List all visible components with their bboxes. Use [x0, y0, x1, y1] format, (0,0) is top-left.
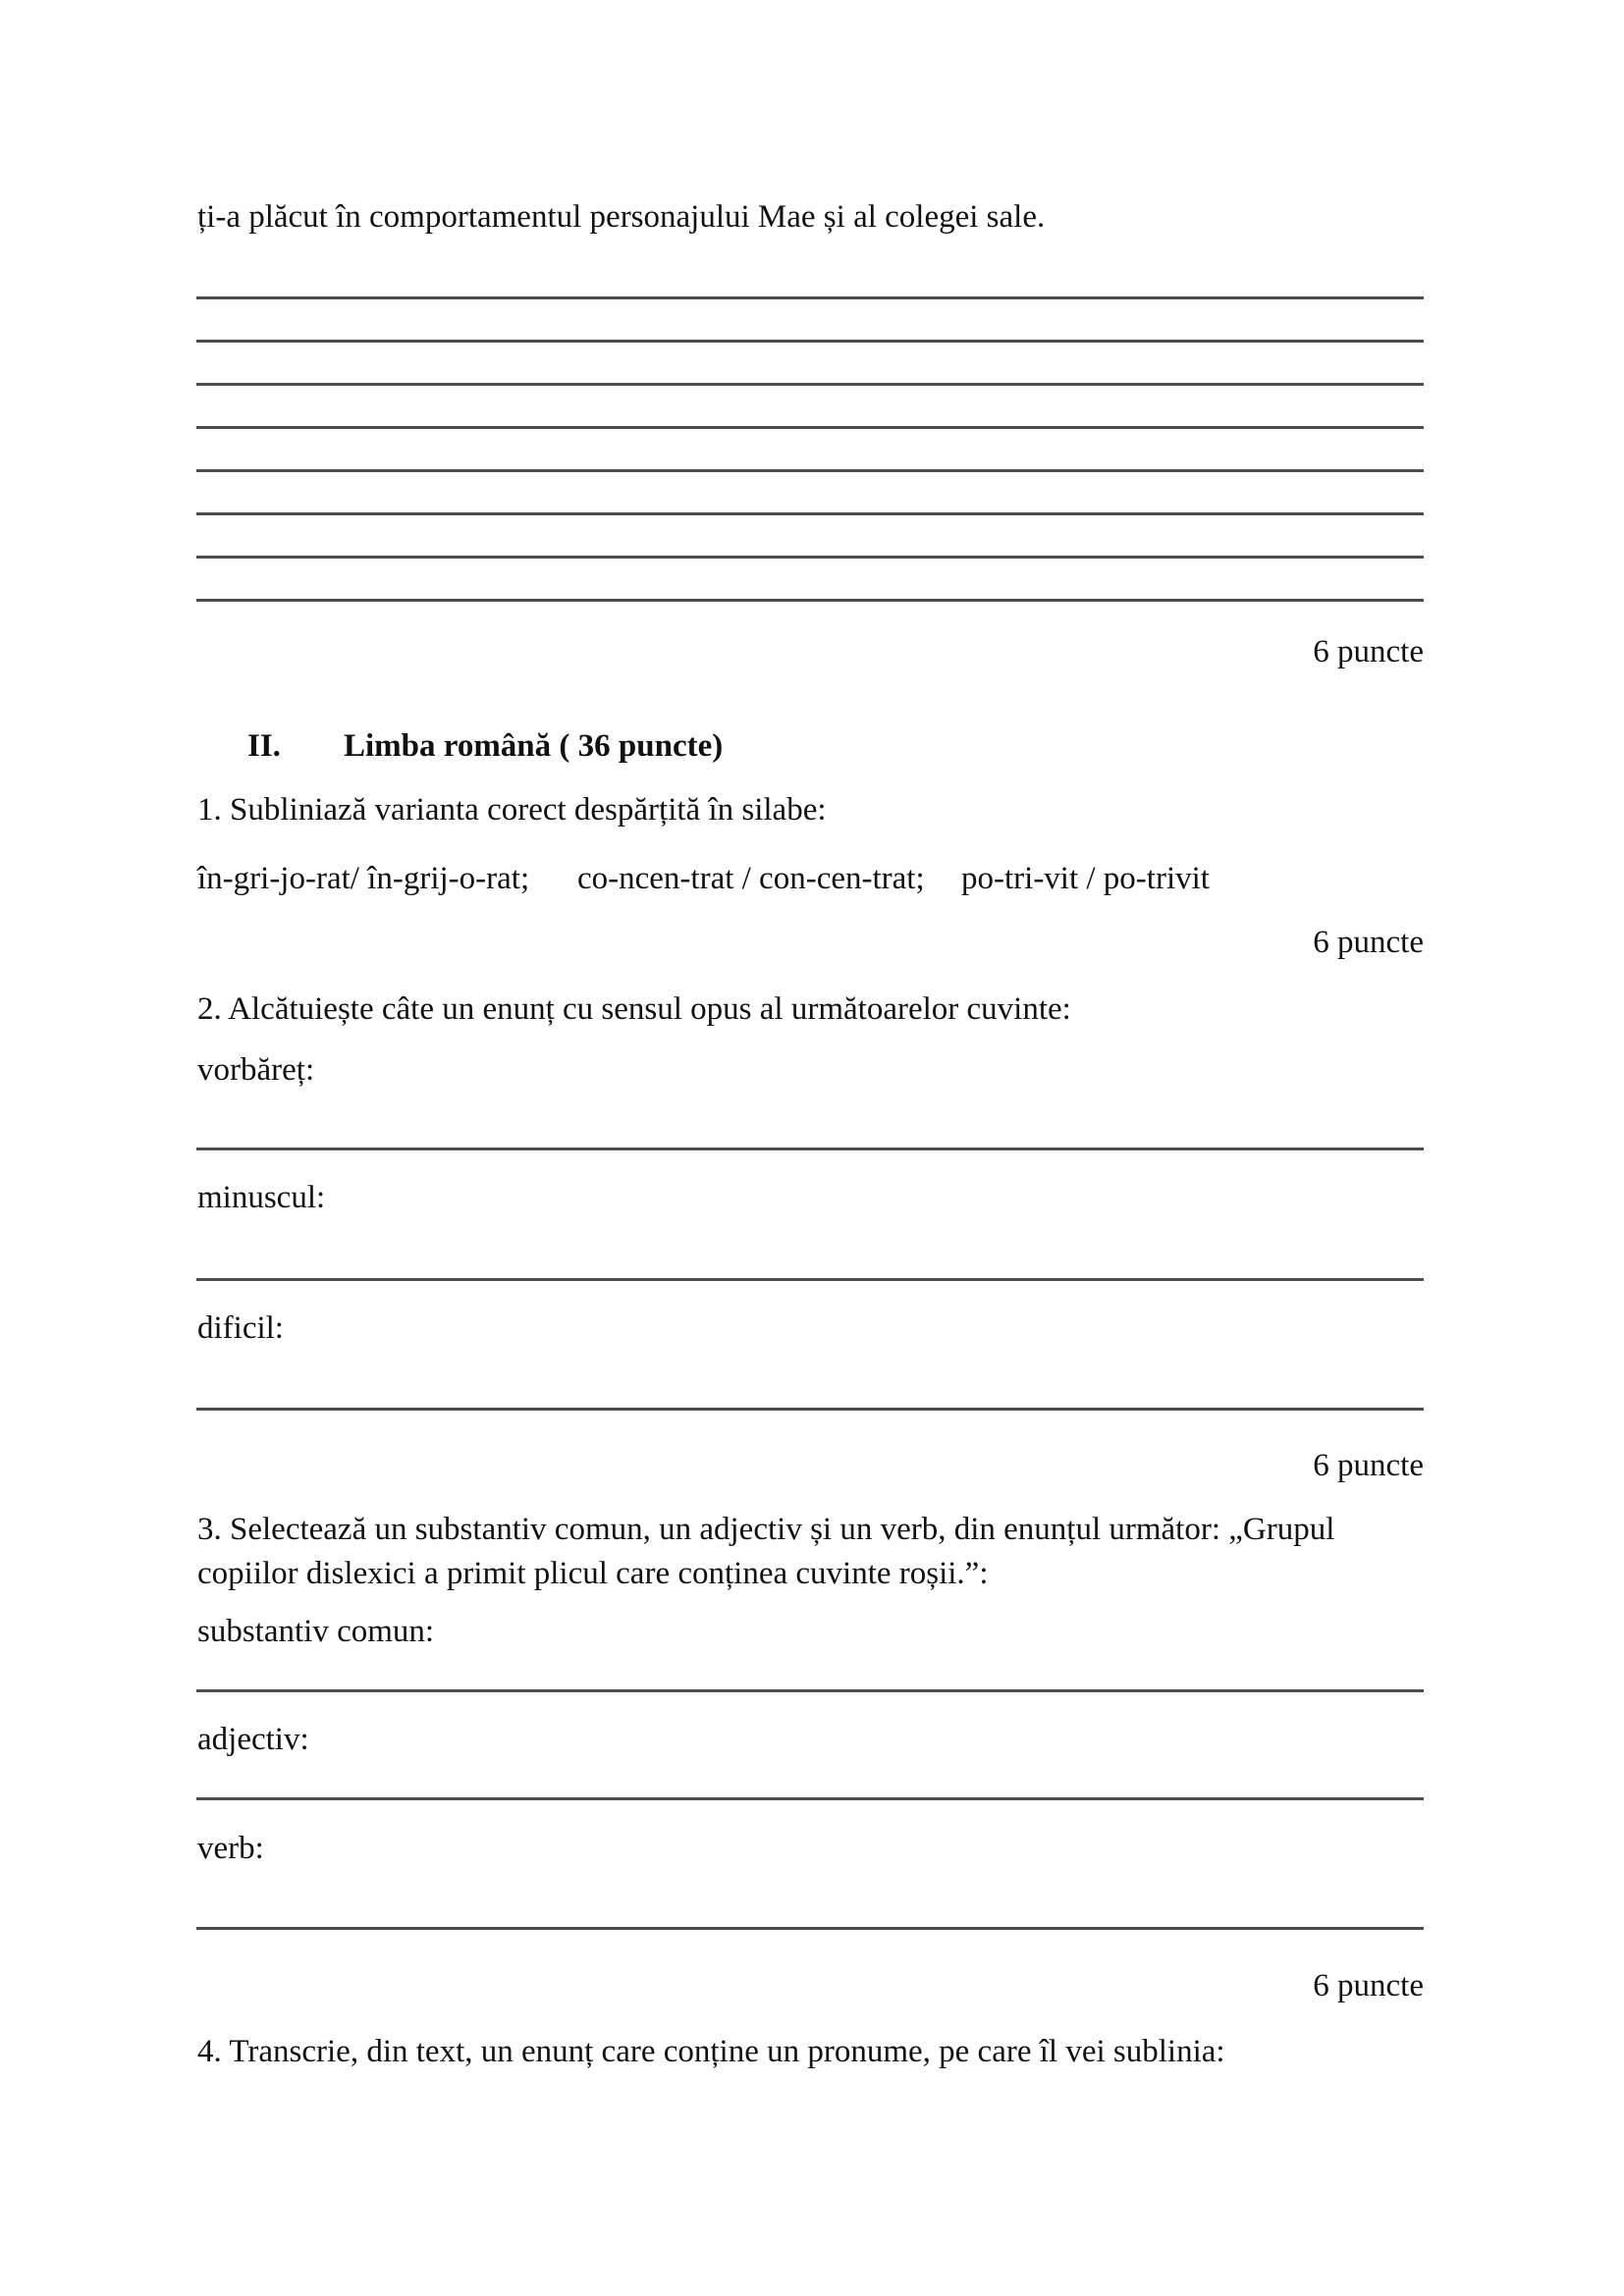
answer-line[interactable] [196, 1148, 1424, 1150]
question-3-prompt-line-2: copiilor dislexici a primit plicul care conținea cuvinte roșii.”: [197, 1556, 989, 1591]
points-label: 6 puncte [1313, 1448, 1424, 1483]
answer-line[interactable] [196, 512, 1424, 515]
question-4-prompt: 4. Transcrie, din text, un enunț care conține un pronume, pe care îl vei sublinia: [197, 2034, 1225, 2069]
question-2-item-label: vorbăreț: [197, 1052, 315, 1088]
question-3-prompt-line-1: 3. Selectează un substantiv comun, un adjectiv și un verb, din enunțul următor: „Grupul [197, 1512, 1335, 1547]
answer-line[interactable] [196, 296, 1424, 299]
section-title: Limba română ( 36 puncte) [344, 728, 724, 764]
answer-line[interactable] [196, 1927, 1424, 1930]
points-label: 6 puncte [1313, 925, 1424, 960]
question-2-item-label: minuscul: [197, 1180, 326, 1215]
answer-line[interactable] [196, 1689, 1424, 1692]
points-label: 6 puncte [1313, 1968, 1424, 2003]
answer-line[interactable] [196, 1408, 1424, 1411]
answer-line[interactable] [196, 469, 1424, 472]
question-1-option[interactable]: în-gri-jo-rat/ în-grij-o-rat; [197, 861, 530, 896]
answer-line[interactable] [196, 426, 1424, 429]
intro-text: ți-a plăcut în comportamentul personajului Mae și al colegei sale. [197, 199, 1046, 235]
question-3-item-label: verb: [197, 1831, 264, 1866]
question-1-option[interactable]: co-ncen-trat / con-cen-trat; [577, 861, 925, 896]
question-2-prompt: 2. Alcătuiește câte un enunț cu sensul opus al următoarelor cuvinte: [197, 991, 1071, 1027]
question-3-item-label: substantiv comun: [197, 1614, 435, 1649]
answer-line[interactable] [196, 556, 1424, 559]
answer-line[interactable] [196, 340, 1424, 343]
question-2-item-label: dificil: [197, 1310, 284, 1346]
answer-line[interactable] [196, 1797, 1424, 1800]
answer-line[interactable] [196, 1278, 1424, 1281]
question-1-prompt: 1. Subliniază varianta corect despărțită în silabe: [197, 792, 827, 828]
question-1-option[interactable]: po-tri-vit / po-trivit [961, 861, 1210, 896]
answer-line[interactable] [196, 383, 1424, 386]
section-number: II. [247, 728, 281, 764]
points-label: 6 puncte [1313, 634, 1424, 669]
answer-line[interactable] [196, 599, 1424, 602]
question-3-item-label: adjectiv: [197, 1722, 309, 1757]
